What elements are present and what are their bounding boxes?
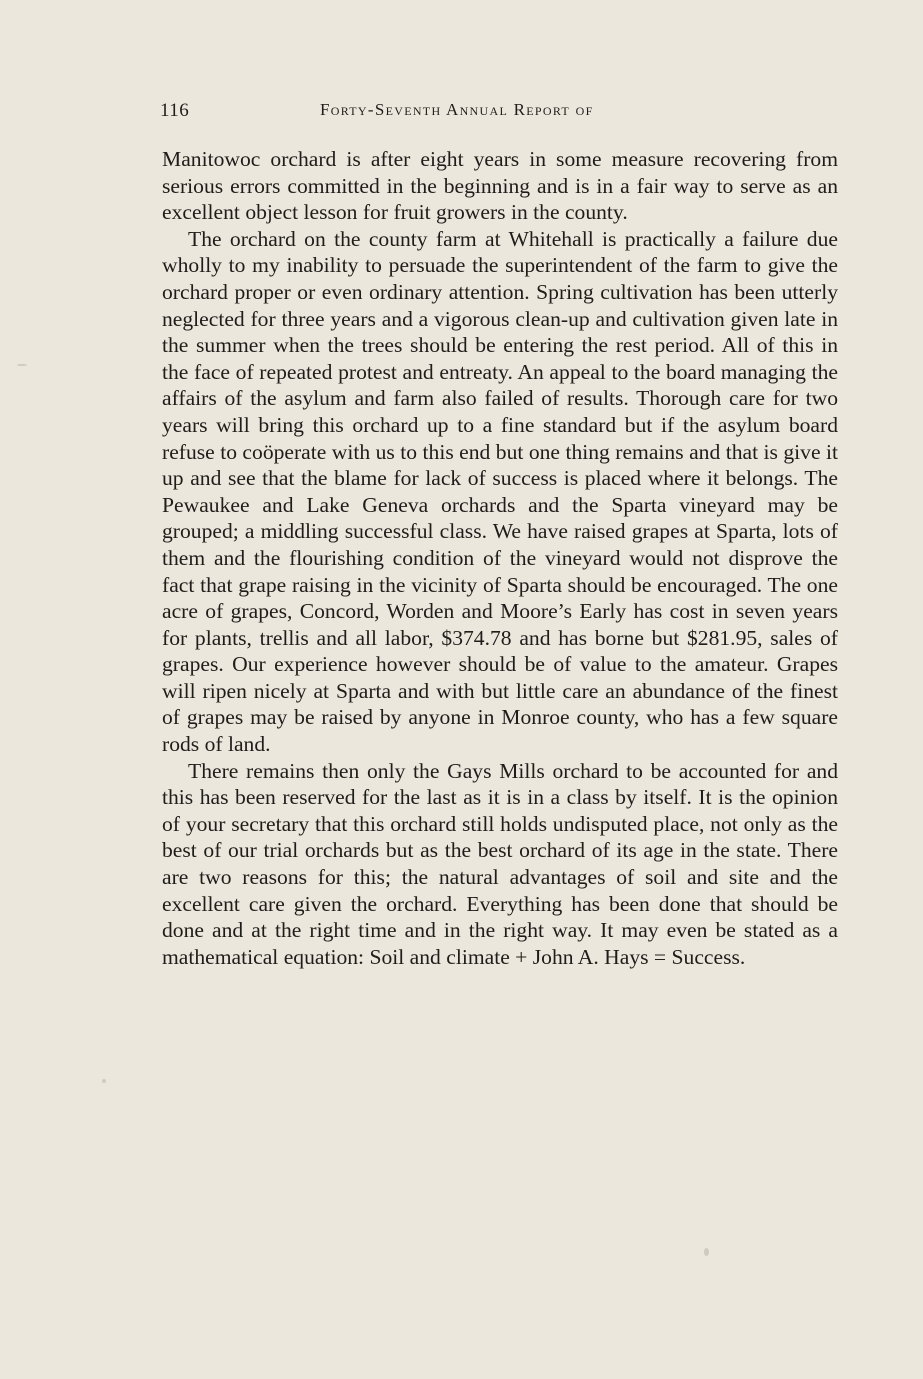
running-title: Forty-Seventh Annual Report of: [320, 100, 594, 119]
body-text: [162, 146, 838, 970]
paper-speck: [704, 1248, 709, 1256]
paragraph-1: Manitowoc orchard is after eight years in some measure recovering from serious errors committed in the beginning and is in a fair way to serve as an excellent object lesson for fruit growers in the county.: [162, 147, 838, 225]
page-header: [160, 100, 832, 128]
paper-speck: [17, 364, 27, 366]
paper-speck: [102, 1079, 106, 1083]
paragraph-3: There remains then only the Gays Mills orchard to be accounted for and this has been reserved for the last as it is in a class by itself. It is the opinion of your secretary that this orchard still holds undisputed place, not only as the best of our trial orchards but as the best orchard of its age in the state. There are two reasons for this; the natural advantages of soil and site and the excellent care given the orchard. Everything has been done that should be done and at the right time and in the right way. It may even be stated as a mathematical equation: Soil and climate + John A. Hays = Success.: [162, 758, 838, 969]
paragraph-2: The orchard on the county farm at Whitehall is practically a failure due wholly to my inability to persuade the superintendent of the farm to give the orchard proper or even ordinary attention. Spring cultivation has been utterly neglected for three years and a vigorous clean-up and cultivation given late in the summer when the trees should be entering the rest period. All of this in the face of repeated protest and entreaty. An appeal to the board managing the affairs of the asylum and farm also failed of results. Thorough care for two years will bring this orchard up to a fine standard but if the asylum board refuse to coöperate with us to this end but one thing remains and that is give it up and see that the blame for lack of success is placed where it belongs. The Pewaukee and Lake Geneva orchards and the Sparta vineyard may be grouped; a middling successful class. We have raised grapes at Sparta, lots of them and the flourishing condition of the vineyard would not disprove the fact that grape raising in the vicinity of Sparta should be encouraged. The one acre of grapes, Concord, Worden and Moore’s Early has cost in seven years for plants, trellis and all labor, $374.78 and has borne but $281.95, sales of grapes. Our experience however should be of value to the amateur. Grapes will ripen nicely at Sparta and with but little care an abundance of the finest of grapes may be raised by anyone in Monroe county, who has a few square rods of land.: [162, 226, 838, 757]
page-number: 116: [160, 100, 190, 121]
